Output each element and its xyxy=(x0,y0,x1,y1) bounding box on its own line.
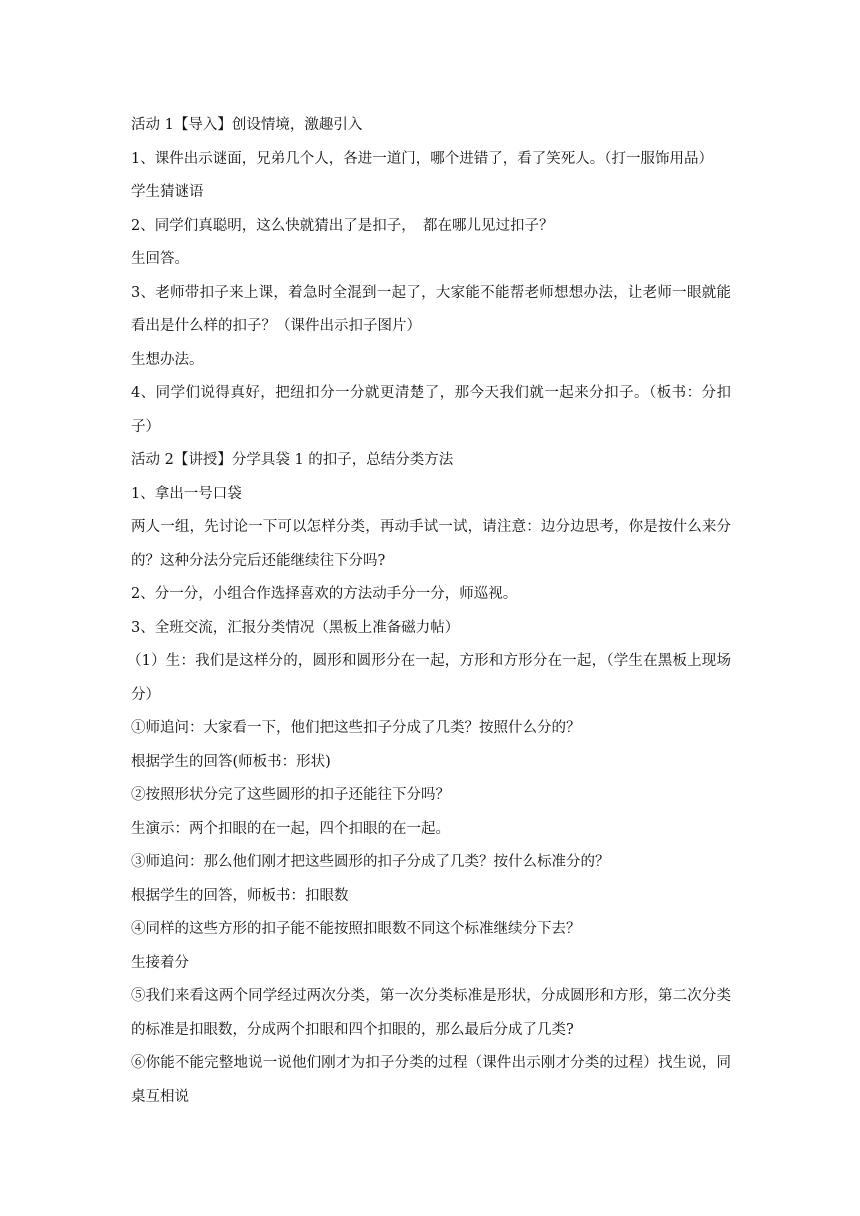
paragraph: 3、老师带扣子来上课，着急时全混到一起了，大家能不能帮老师想想办法，让老师一眼就能看出是什么样的扣子？（课件出示扣子图片） xyxy=(131,284,731,334)
paragraph: ③师追问：那么他们刚才把这些圆形的扣子分成了几类？按什么标准分的？ xyxy=(131,854,610,870)
paragraph: 2、分一分，小组合作选择喜欢的方法动手分一分，师巡视。 xyxy=(131,586,518,602)
paragraph: 生想办法。 xyxy=(131,351,204,368)
paragraph: ①师追问：大家看一下，他们把这些扣子分成了几类？按照什么分的？ xyxy=(131,720,581,736)
activity-1-heading: 活动 1【导入】创设情境，激趣引入 xyxy=(131,117,363,133)
activity-2-heading: 活动 2【讲授】分学具袋 1 的扣子，总结分类方法 xyxy=(131,452,454,468)
paragraph: 4、同学们说得真好，把纽扣分一分就更清楚了，那今天我们就一起来分扣子。（板书：分扣子） xyxy=(131,385,731,435)
paragraph: 2、同学们真聪明，这么快就猜出了是扣子， 都在哪儿见过扣子？ xyxy=(131,217,554,234)
paragraph: 1、课件出示谜面，兄弟几个人，各进一道门，哪个进错了，看了笑死人。（打一服饰用品） xyxy=(131,150,713,167)
paragraph: ⑥你能不能完整地说一说他们刚才为扣子分类的过程（课件出示刚才分类的过程）找生说，同桌互相说 xyxy=(131,1055,731,1105)
paragraph: （1）生：我们是这样分的，圆形和圆形分在一起，方形和方形分在一起，（学生在黑板上现场分） xyxy=(127,653,731,703)
document-body xyxy=(127,109,731,1114)
paragraph: 根据学生的回答，师板书：扣眼数 xyxy=(131,887,349,904)
paragraph: 学生猜谜语 xyxy=(131,184,204,200)
paragraph: 两人一组，先讨论一下可以怎样分类，再动手试一试，请注意：边分边思考，你是按什么来分的？这种分法分完后还能继续往下分吗? xyxy=(131,519,731,569)
paragraph: 生演示：两个扣眼的在一起，四个扣眼的在一起。 xyxy=(131,820,450,837)
paragraph: 根据学生的回答(师板书：形状) xyxy=(131,753,331,770)
paragraph: ④同样的这些方形的扣子能不能按照扣眼数不同这个标准继续分下去？ xyxy=(131,921,581,937)
paragraph: 3、全班交流，汇报分类情况（黑板上准备磁力帖） xyxy=(131,619,460,636)
paragraph: 生接着分 xyxy=(131,954,189,971)
paragraph: 1、拿出一号口袋 xyxy=(131,485,242,502)
paragraph: ②按照形状分完了这些圆形的扣子还能往下分吗？ xyxy=(131,787,450,803)
paragraph: 生回答。 xyxy=(131,251,189,267)
paragraph: ⑤我们来看这两个同学经过两次分类，第一次分类标准是形状，分成圆形和方形，第二次分类的标准是扣眼数，分成两个扣眼和四个扣眼的，那么最后分成了几类? xyxy=(131,988,731,1038)
